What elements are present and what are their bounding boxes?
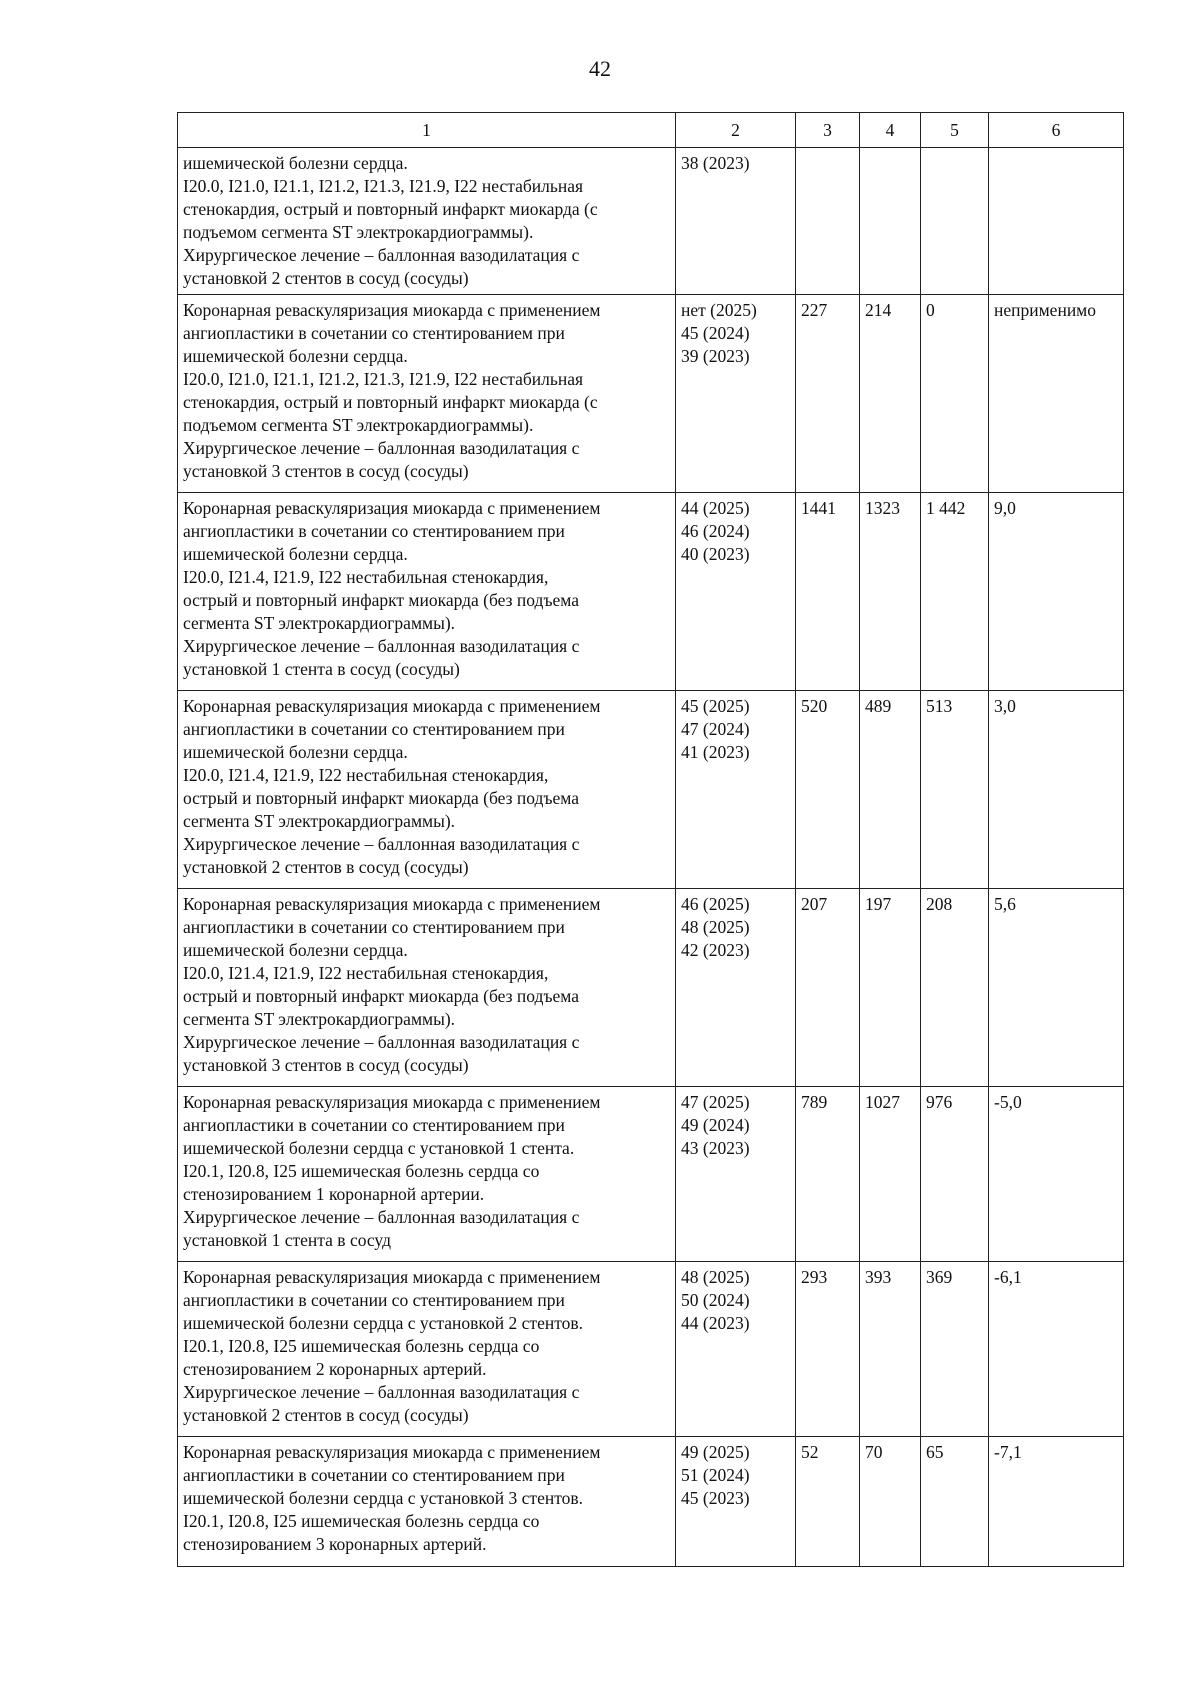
- row-col6: 3,0: [989, 691, 1124, 889]
- row-description: Коронарная реваскуляризация миокарда с применением ангиопластики в сочетании со стентированием при ишемической болезни сердца. I20.0, I21.0, I21.1, I21.2, I21.3, I21.9, I22 нестабильная стенокардия, острый и повторный инфаркт миокарда (с подъемом сегмента ST электрокардиограммы). Хирургическое лечение – баллонная вазодилатация с установкой 3 стентов в сосуд (сосуды): [178, 295, 676, 493]
- table-row: [178, 1437, 1124, 1567]
- row-col6: -7,1: [989, 1437, 1124, 1567]
- row-col3: 293: [796, 1262, 860, 1437]
- row-description: Коронарная реваскуляризация миокарда с применением ангиопластики в сочетании со стентированием при ишемической болезни сердца. I20.0, I21.4, I21.9, I22 нестабильная стенокардия, острый и повторный инфаркт миокарда (без подъема сегмента ST электрокардиограммы). Хирургическое лечение – баллонная вазодилатация с установкой 1 стента в сосуд (сосуды): [178, 493, 676, 691]
- row-col3: 789: [796, 1087, 860, 1262]
- row-description: Коронарная реваскуляризация миокарда с применением ангиопластики в сочетании со стентированием при ишемической болезни сердца с установкой 1 стента. I20.1, I20.8, I25 ишемическая болезнь сердца со стенозированием 1 коронарной артерии. Хирургическое лечение – баллонная вазодилатация с установкой 1 стента в сосуд: [178, 1087, 676, 1262]
- column-header: 6: [989, 113, 1124, 148]
- table-row: [178, 493, 1124, 691]
- row-col6: неприменимо: [989, 295, 1124, 493]
- row-codes: нет (2025) 45 (2024) 39 (2023): [676, 295, 796, 493]
- table-row: [178, 889, 1124, 1087]
- table-row: [178, 148, 1124, 295]
- row-col4: 1027: [860, 1087, 921, 1262]
- column-header: 3: [796, 113, 860, 148]
- row-col4: 393: [860, 1262, 921, 1437]
- row-col3: 227: [796, 295, 860, 493]
- row-codes: 48 (2025) 50 (2024) 44 (2023): [676, 1262, 796, 1437]
- row-col5: 1 442: [921, 493, 989, 691]
- row-codes: 45 (2025) 47 (2024) 41 (2023): [676, 691, 796, 889]
- row-description: ишемической болезни сердца. I20.0, I21.0, I21.1, I21.2, I21.3, I21.9, I22 нестабильная стенокардия, острый и повторный инфаркт миокарда (с подъемом сегмента ST электрокардиограммы). Хирургическое лечение – баллонная вазодилатация с установкой 2 стентов в сосуд (сосуды): [178, 148, 676, 295]
- row-col4: [860, 148, 921, 295]
- row-description: Коронарная реваскуляризация миокарда с применением ангиопластики в сочетании со стентированием при ишемической болезни сердца с установкой 3 стентов. I20.1, I20.8, I25 ишемическая болезнь сердца со стенозированием 3 коронарных артерий.: [178, 1437, 676, 1567]
- row-col3: 520: [796, 691, 860, 889]
- row-description: Коронарная реваскуляризация миокарда с применением ангиопластики в сочетании со стентированием при ишемической болезни сердца. I20.0, I21.4, I21.9, I22 нестабильная стенокардия, острый и повторный инфаркт миокарда (без подъема сегмента ST электрокардиограммы). Хирургическое лечение – баллонная вазодилатация с установкой 3 стентов в сосуд (сосуды): [178, 889, 676, 1087]
- row-col5: 369: [921, 1262, 989, 1437]
- column-header: 4: [860, 113, 921, 148]
- row-col6: 9,0: [989, 493, 1124, 691]
- table-row: [178, 691, 1124, 889]
- table-row: [178, 1262, 1124, 1437]
- row-codes: 47 (2025) 49 (2024) 43 (2023): [676, 1087, 796, 1262]
- row-col4: 1323: [860, 493, 921, 691]
- row-col5: 976: [921, 1087, 989, 1262]
- row-codes: 46 (2025) 48 (2025) 42 (2023): [676, 889, 796, 1087]
- row-col5: 513: [921, 691, 989, 889]
- row-col4: 489: [860, 691, 921, 889]
- row-codes: 44 (2025) 46 (2024) 40 (2023): [676, 493, 796, 691]
- row-col4: 197: [860, 889, 921, 1087]
- table-row: [178, 1087, 1124, 1262]
- column-header: 2: [676, 113, 796, 148]
- row-col5: 208: [921, 889, 989, 1087]
- row-col5: [921, 148, 989, 295]
- row-col6: -6,1: [989, 1262, 1124, 1437]
- row-description: Коронарная реваскуляризация миокарда с применением ангиопластики в сочетании со стентированием при ишемической болезни сердца. I20.0, I21.4, I21.9, I22 нестабильная стенокардия, острый и повторный инфаркт миокарда (без подъема сегмента ST электрокардиограммы). Хирургическое лечение – баллонная вазодилатация с установкой 2 стентов в сосуд (сосуды): [178, 691, 676, 889]
- row-col6: -5,0: [989, 1087, 1124, 1262]
- row-col6: [989, 148, 1124, 295]
- row-col4: 214: [860, 295, 921, 493]
- row-col4: 70: [860, 1437, 921, 1567]
- row-col3: [796, 148, 860, 295]
- column-header: 1: [178, 113, 676, 148]
- row-col5: 0: [921, 295, 989, 493]
- row-col5: 65: [921, 1437, 989, 1567]
- row-codes: 38 (2023): [676, 148, 796, 295]
- data-table: [177, 112, 1124, 1567]
- row-col3: 52: [796, 1437, 860, 1567]
- column-header: 5: [921, 113, 989, 148]
- table-row: [178, 295, 1124, 493]
- row-col3: 1441: [796, 493, 860, 691]
- row-col3: 207: [796, 889, 860, 1087]
- row-description: Коронарная реваскуляризация миокарда с применением ангиопластики в сочетании со стентированием при ишемической болезни сердца с установкой 2 стентов. I20.1, I20.8, I25 ишемическая болезнь сердца со стенозированием 2 коронарных артерий. Хирургическое лечение – баллонная вазодилатация с установкой 2 стентов в сосуд (сосуды): [178, 1262, 676, 1437]
- row-codes: 49 (2025) 51 (2024) 45 (2023): [676, 1437, 796, 1567]
- page-number: 42: [589, 56, 611, 81]
- row-col6: 5,6: [989, 889, 1124, 1087]
- table-header-row: [178, 113, 1124, 148]
